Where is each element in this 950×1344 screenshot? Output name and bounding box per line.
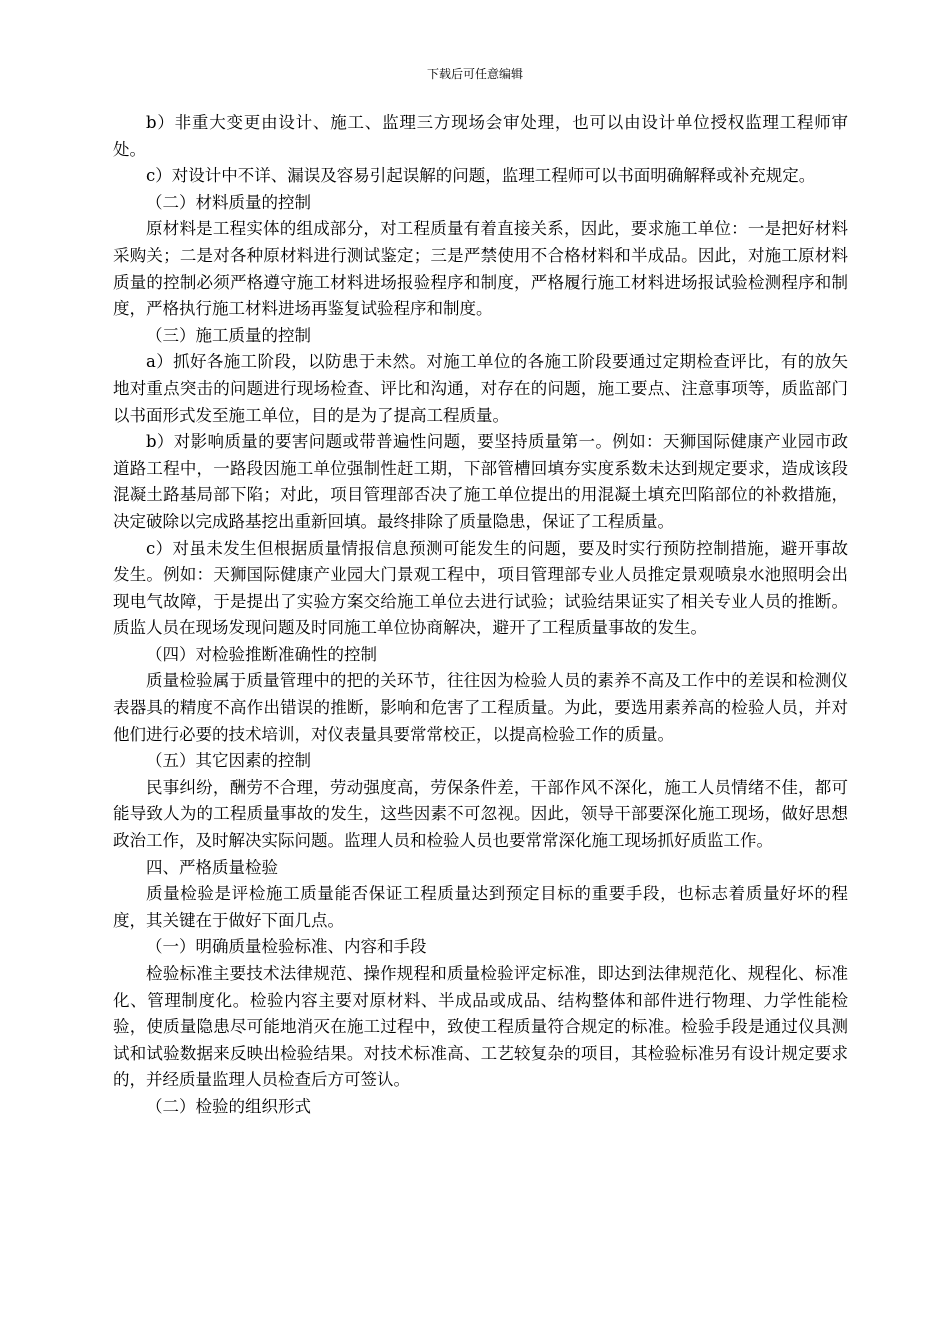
section-heading: （三）施工质量的控制	[146, 325, 311, 345]
document-body	[113, 110, 848, 1121]
page-header: 下载后可任意编辑	[426, 67, 523, 81]
paragraph: 原材料是工程实体的组成部分，对工程质量有着直接关系，因此，要求施工单位：一是把好材料采购关；二是对各种原材料进行测试鉴定；三是严禁使用不合格材料和半成品。因此，对施工原材料质量的控制必须严格遵守施工材料进场报验程序和制度，严格履行施工材料进场报试验检测程序和制度，严格执行施工材料进场再鉴复试验程序和制度。	[113, 219, 848, 319]
paragraph: b）对影响质量的要害问题或带普遍性问题，要坚持质量第一。例如：天狮国际健康产业园市政道路工程中，一路段因施工单位强制性赶工期，下部管槽回填夯实度系数未达到规定要求，造成该段混凝土路基局部下陷；对此，项目管理部否决了施工单位提出的用混凝土填充凹陷部位的补救措施，决定破除以完成路基挖出重新回填。最终排除了质量隐患，保证了工程质量。	[113, 432, 848, 531]
paragraph: 民事纠纷，酬劳不合理，劳动强度高，劳保条件差，干部作风不深化，施工人员情绪不佳，都可能导致人为的工程质量事故的发生，这些因素不可忽视。因此，领导干部要深化施工现场，做好思想政治工作，及时解决实际问题。监理人员和检验人员也要常常深化施工现场抓好质监工作。	[113, 777, 848, 851]
section-heading: （四）对检验推断准确性的控制	[146, 644, 377, 664]
paragraph: b）非重大变更由设计、施工、监理三方现场会审处理，也可以由设计单位授权监理工程师审处。	[113, 113, 848, 159]
section-heading: （二）检验的组织形式	[146, 1096, 311, 1116]
paragraph: c）对虽未发生但根据质量情报信息预测可能发生的问题，要及时实行预防控制措施，避开事故发生。例如：天狮国际健康产业园大门景观工程中，项目管理部专业人员推定景观喷泉水池照明会出现电气故障，于是提出了实验方案交给施工单位去进行试验；试验结果证实了相关专业人员的推断。质监人员在现场发现问题及时同施工单位协商解决，避开了工程质量事故的发生。	[113, 538, 848, 638]
section-heading: 四、严格质量检验	[146, 857, 278, 877]
section-heading: （二）材料质量的控制	[146, 192, 311, 212]
paragraph: 质量检验是评检施工质量能否保证工程质量达到预定目标的重要手段，也标志着质量好坏的程度，其关键在于做好下面几点。	[113, 884, 848, 930]
paragraph: a）抓好各施工阶段，以防患于未然。对施工单位的各施工阶段要通过定期检查评比，有的放矢地对重点突击的问题进行现场检查、评比和沟通，对存在的问题，施工要点、注意事项等，质监部门以书面形式发至施工单位，目的是为了提高工程质量。	[113, 352, 848, 425]
paragraph: 检验标准主要技术法律规范、操作规程和质量检验评定标准，即达到法律规范化、规程化、标准化、管理制度化。检验内容主要对原材料、半成品或成品、结构整体和部件进行物理、力学性能检验，使质量隐患尽可能地消灭在施工过程中，致使工程质量符合规定的标准。检验手段是通过仪具测试和试验数据来反映出检验结果。对技术标准高、工艺较复杂的项目，其检验标准另有设计规定要求的，并经质量监理人员检查后方可签认。	[113, 964, 848, 1090]
section-heading: （五）其它因素的控制	[146, 751, 311, 771]
paragraph: c）对设计中不详、漏误及容易引起误解的问题，监理工程师可以书面明确解释或补充规定。	[146, 166, 816, 186]
section-heading: （一）明确质量检验标准、内容和手段	[146, 937, 427, 957]
paragraph: 质量检验属于质量管理中的把的关环节，往往因为检验人员的素养不高及工作中的差误和检测仪表器具的精度不高作出错误的推断，影响和危害了工程质量。为此，要选用素养高的检验人员，并对他们进行必要的技术培训，对仪表量具要常常校正，以提高检验工作的质量。	[113, 671, 848, 744]
